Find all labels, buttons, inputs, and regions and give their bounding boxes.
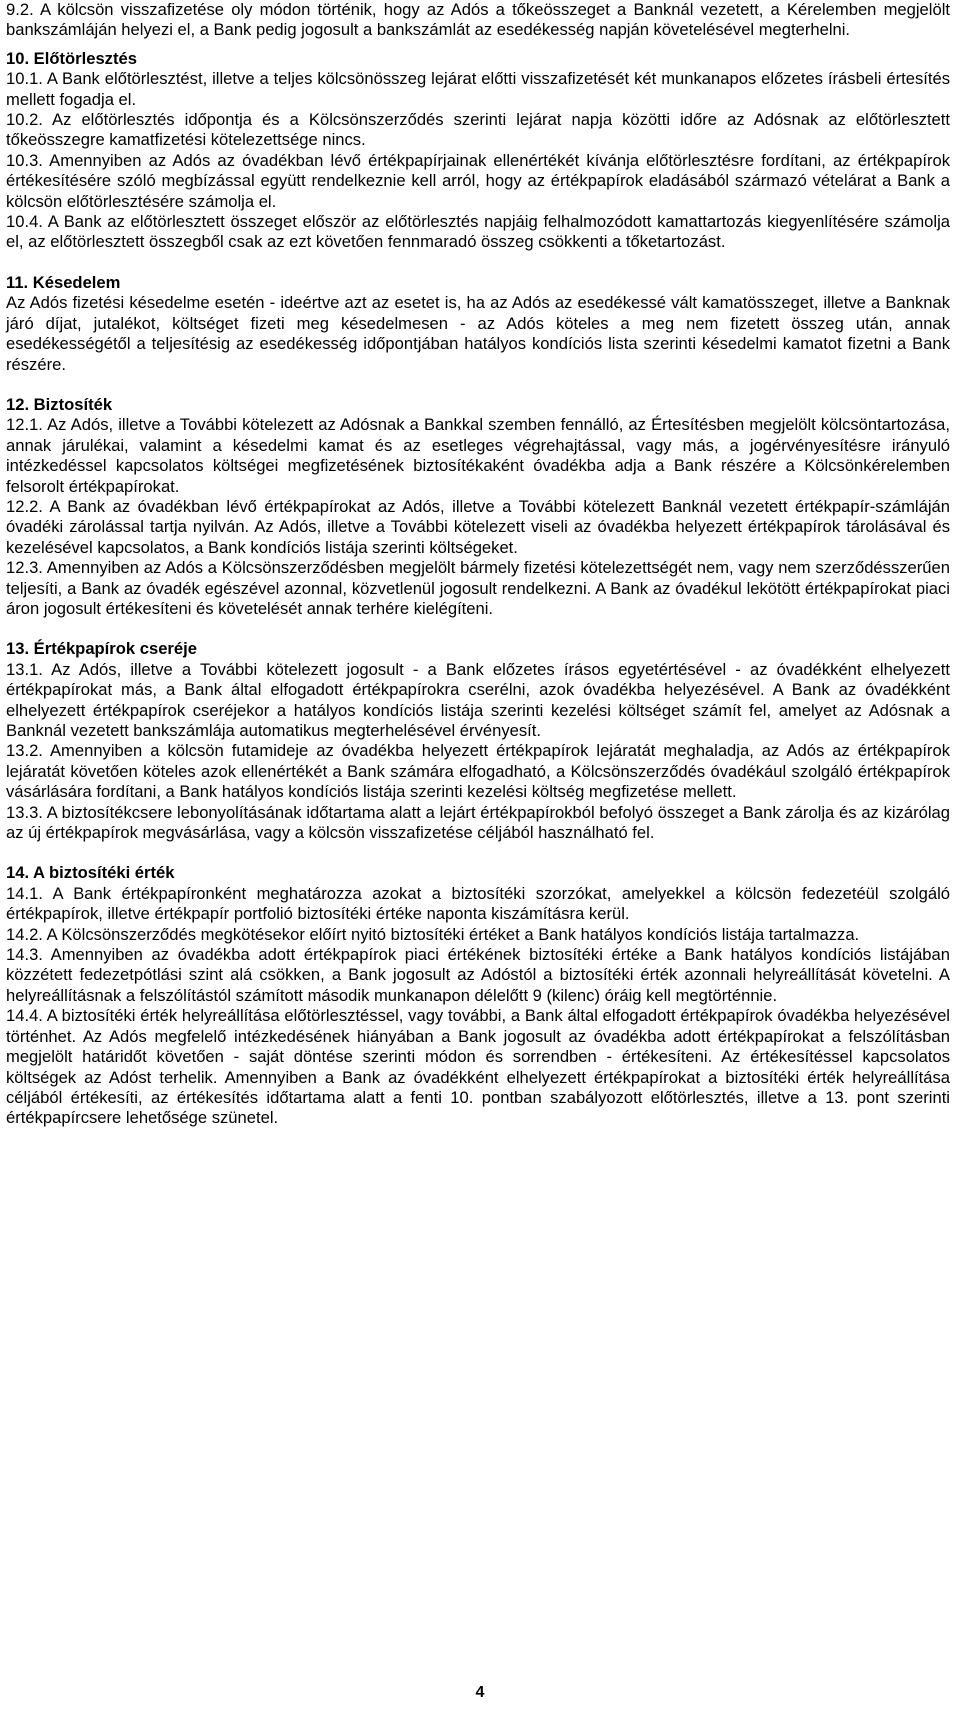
- paragraph-11: Az Adós fizetési késedelme esetén - ideértve azt az esetet is, ha az Adós az esedékessé vált kamatösszeget, illetve a Banknak járó díjat, jutalékot, költséget fizeti meg késedelmesen - az Adós köteles a meg nem fizetett összeg után, annak esedékességétől a teljesítésig az esedékesség időpontjában hatályos kondíciós lista szerinti késedelmi kamatot fizetni a Bank részére.: [6, 293, 950, 374]
- paragraph-14-2: 14.2. A Kölcsönszerződés megkötésekor előírt nyitó biztosítéki értéket a Bank hatályos kondíciós listája tartalmazza.: [6, 924, 860, 944]
- paragraph-12-3: 12.3. Amennyiben az Adós a Kölcsönszerződésben megjelölt bármely fizetési kötelezettségét nem, vagy nem szerződésszerűen teljesíti, a Bank az óvadék egészével azonnal, közvetlenül jogosult rendelkezni. A Bank az óvadékul lekötött értékpapírokat piaci áron jogosult értékesíteni és követelését annak terhére kielégíteni.: [6, 558, 950, 618]
- paragraph-10-4: 10.4. A Bank az előtörlesztett összeget először az előtörlesztés napjáig felhalmozódott kamattartozás kiegyenlítésére számolja el, az előtörlesztett összegből csak az ezt követően fennmaradó összeg csökkenti a tőketartozást.: [6, 212, 950, 252]
- paragraph-14-3: 14.3. Amennyiben az óvadékba adott értékpapírok piaci értékének biztosítéki értéke a Bank hatályos kondíciós listájában közzétett fedezetpótlási szint alá csökken, a Bank jogosult az Adóstól a biztosítéki érték azonnali helyreállítását követelni. A helyreállításnak a felszólítástól számított második munkanapon délelőtt 9 (kilenc) óráig kell megtörténnie.: [6, 945, 950, 1005]
- paragraph-12-1: 12.1. Az Adós, illetve a További kötelezett az Adósnak a Bankkal szemben fennálló, az Értesítésben megjelölt kölcsöntartozása, annak járulékai, valamint a késedelmi kamat és az esetleges végrehajtással, vagy más, a jogérvényesítésre irányuló intézkedéssel kapcsolatos költségei megfizetésének biztosítékaként óvadékba adja a Bank részére a Kölcsönkérelemben felsorolt értékpapírokat.: [6, 415, 950, 496]
- page-number: 4: [475, 1684, 485, 1701]
- paragraph-13-3: 13.3. A biztosítékcsere lebonyolításának időtartama alatt a lejárt értékpapírokból befolyó összeget a Bank zárolja és az kizárólag az új értékpapírok megvásárlása, vagy a kölcsön visszafizetése céljából használható fel.: [6, 802, 950, 843]
- paragraph-10-3: 10.3. Amennyiben az Adós az óvadékban lévő értékpapírjainak ellenértékét kívánja előtörlesztésre fordítani, az értékpapírok értékesítésére szóló megbízással együtt rendelkeznie kell arról, hogy az értékpapírok eladásából származó vételárat a Bank a kölcsön előtörlesztésére számolja el.: [6, 150, 950, 211]
- paragraph-13-1: 13.1. Az Adós, illetve a További kötelezett jogosult - a Bank előzetes írásos egyetértésével - az óvadékként elhelyezett értékpapírokat más, a Bank által elfogadott értékpapírokra cserélni, azok óvadékba helyezésével. A Bank az óvadékként elhelyezett értékpapírok cseréjekor a hatályos kondíciós listája szerinti kezelési költséget számít fel, amelyet az Adósnak a Banknál vezetett bankszámlája automatikus megterhelésével érvényesít.: [6, 659, 950, 740]
- paragraph-14-1: 14.1. A Bank értékpapíronként meghatározza azokat a biztosítéki szorzókat, amelyekkel a kölcsön fedezetéül szolgáló értékpapírok, illetve értékpapír portfolió biztosítéki értéke naponta kiszámításra kerül.: [6, 883, 950, 924]
- section-10-heading: 10. Előtörlesztés: [6, 48, 137, 68]
- section-11-heading: 11. Késedelem: [6, 272, 121, 292]
- paragraph-14-4: 14.4. A biztosítéki érték helyreállítása előtörlesztéssel, vagy további, a Bank által elfogadott értékpapírok óvadékba helyezésével történhet. Az Adós megfelelő intézkedésének hiányában a Bank jogosult az óvadékba adott értékpapírokat a felszólításban megjelölt határidőt követően - saját döntése szerinti módon és sorrendben - értékesíteni. Az értékesítéssel kapcsolatos költségek az Adóst terhelik. Amennyiben a Bank az óvadékként elhelyezett értékpapírokat a biztosítéki érték helyreállítása céljából értékesíti, az értékesítés időtartama alatt a fenti 10. pontban szabályozott előtörlesztés, illetve a 13. pont szerinti értékpapírcsere lehetősége szünetel.: [6, 1006, 950, 1128]
- section-12-heading: 12. Biztosíték: [6, 394, 113, 414]
- paragraph-12-2: 12.2. A Bank az óvadékban lévő értékpapírokat az Adós, illetve a További kötelezett Banknál vezetett értékpapír-számláján óvadéki zárolással tartja nyilván. Az Adós, illetve a További kötelezett viseli az óvadékba helyezett értékpapírok tárolásával és kezelésével kapcsolatos, a Bank kondíciós listája szerinti költségeket.: [6, 496, 950, 557]
- paragraph-10-2: 10.2. Az előtörlesztés időpontja és a Kölcsönszerződés szerinti lejárat napja közötti időre az Adósnak az előtörlesztett tőkeösszegre kamatfizetési kötelezettsége nincs.: [6, 110, 950, 150]
- section-14-heading: 14. A biztosítéki érték: [6, 863, 175, 883]
- paragraph-10-1: 10.1. A Bank előtörlesztést, illetve a teljes kölcsönösszeg lejárat előtti visszafizetését két munkanapos előzetes írásbeli értesítés mellett fogadja el.: [6, 69, 950, 109]
- paragraph-13-2: 13.2. Amennyiben a kölcsön futamideje az óvadékba helyezett értékpapírok lejáratát meghaladja, az Adós az értékpapírok lejáratát követően köteles azok ellenértékét a Bank számára elfogadható, a Kölcsönszerződés óvadékául szolgáló értékpapírok vásárlására fordítani, a Bank hatályos kondíciós listája szerinti kezelési költség megfizetése mellett.: [6, 741, 950, 802]
- document-page: [6, 0, 950, 1129]
- section-13-heading: 13. Értékpapírok cseréje: [6, 639, 197, 659]
- paragraph-9-2: 9.2. A kölcsön visszafizetése oly módon történik, hogy az Adós a tőkeösszeget a Banknál vezetett, a Kérelemben megjelölt bankszámláján helyezi el, a Bank pedig jogosult a bankszámlát az esedékesség napján követelésével megterhelni.: [6, 0, 950, 40]
